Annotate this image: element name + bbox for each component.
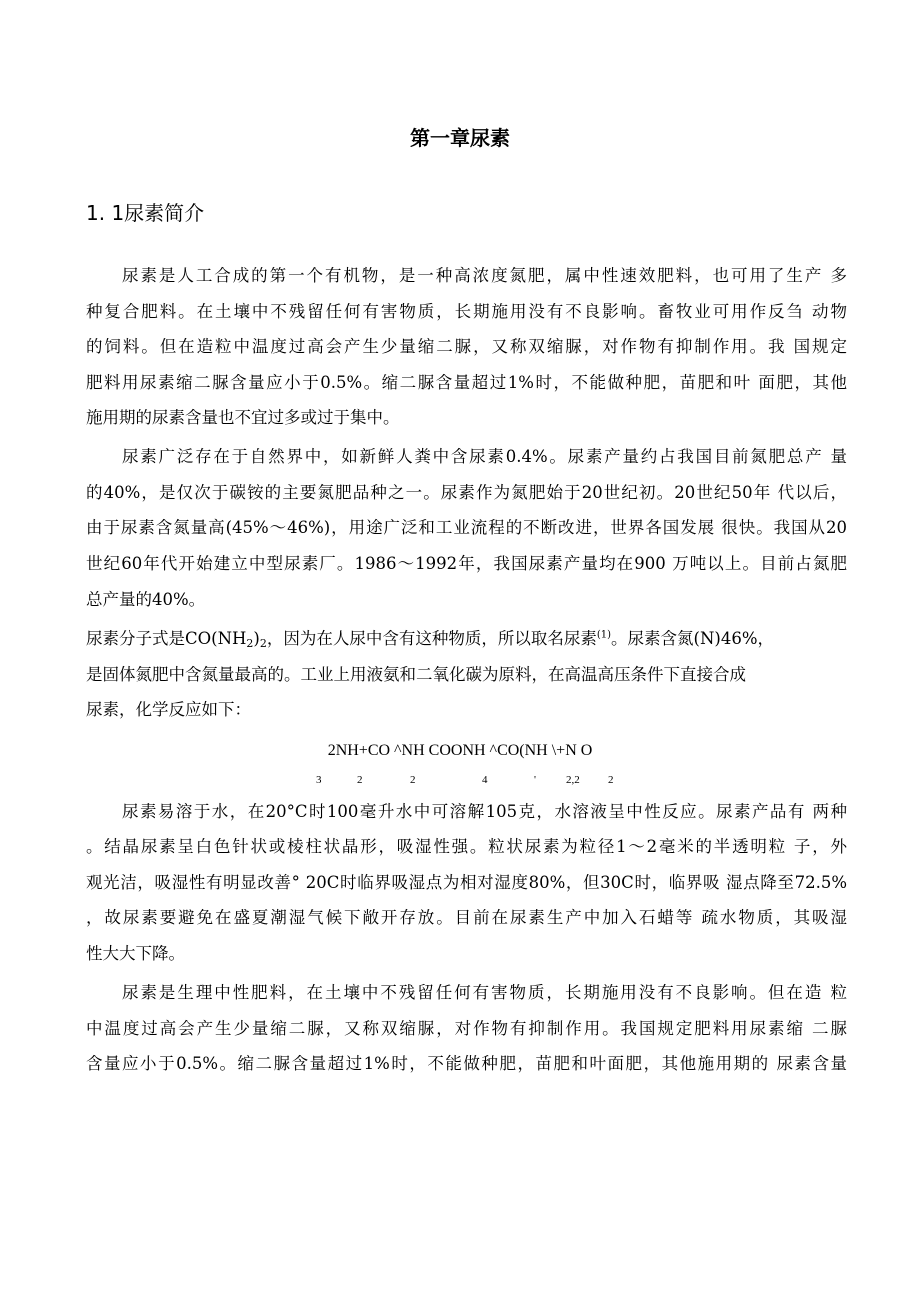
formula-subscript: 2 xyxy=(357,774,363,786)
p3-text-d: 。尿素含氮(N)46%， xyxy=(611,629,775,648)
paragraph-2-line-4: 世纪60年代开始建立中型尿素厂。1986～1992年，我国尿素产量均在900 万吨以上。目前占氮肥 xyxy=(86,554,847,573)
paragraph-1-line-4: 肥料用尿素缩二脲含量应小于0.5%。缩二脲含量超过1%时，不能做种肥，苗肥和叶 面肥，其他 xyxy=(86,373,847,392)
paragraph-2-line-3: 由于尿素含氮量高(45%～46%)，用途广泛和工业流程的不断改进，世界各国发展 很快。我国从20 xyxy=(86,518,847,537)
paragraph-5-line-2: 中温度过高会产生少量缩二脲，又称双缩脲，对作物有抑制作用。我国规定肥料用尿素缩 二脲 xyxy=(86,1019,847,1038)
paragraph-1-line-1: 尿素是人工合成的第一个有机物，是一种高浓度氮肥，属中性速效肥料，也可用了生产 多 xyxy=(122,266,847,285)
paragraph-4-line-1: 尿素易溶于水，在20°C时100毫升水中可溶解105克，水溶液呈中性反应。尿素产品有 两种 xyxy=(122,802,847,821)
paragraph-4-line-4: ，故尿素要避免在盛夏潮湿气候下敞开存放。目前在尿素生产中加入石蜡等 疏水物质，其吸湿 xyxy=(86,908,847,927)
formula-subscript: ' xyxy=(534,774,536,786)
paragraph-2-line-2: 的40%，是仅次于碳铵的主要氮肥品种之一。尿素作为氮肥始于20世纪初。20世纪50年 代以后， xyxy=(86,483,847,502)
paragraph-2-line-1: 尿素广泛存在于自然界中，如新鲜人粪中含尿素0.4%。尿素产量约占我国目前氮肥总产 量 xyxy=(122,447,847,466)
paragraph-4-line-3: 观光洁，吸湿性有明显改善° 20C时临界吸湿点为相对湿度80%，但30C时，临界吸 湿点降至72.5% xyxy=(86,873,847,892)
p3-footnote-ref: (1) xyxy=(596,629,612,641)
chapter-title: 第一章尿素 xyxy=(410,126,510,150)
p3-subscript-1: 2 xyxy=(246,637,254,650)
p3-subscript-2: 2 xyxy=(259,637,267,650)
paragraph-2-line-5: 总产量的40%。 xyxy=(86,590,206,609)
p3-text-a: 尿素分子式是CO(NH xyxy=(86,629,247,648)
paragraph-1-line-2: 种复合肥料。在土壤中不残留任何有害物质，长期施用没有不良影响。畜牧业可用作反刍 动物 xyxy=(86,302,847,321)
paragraph-3-line-2: 是固体氮肥中含氮量最高的。工业上用液氨和二氧化碳为原料，在高温高压条件下直接合成 xyxy=(86,665,746,684)
p3-text-c: ，因为在人尿中含有这种物质，所以取名尿素 xyxy=(266,629,597,648)
chemical-formula: 2NH+CO ^NH COONH ^CO(NH \+N O xyxy=(327,742,593,759)
formula-subscript: 2 xyxy=(410,774,416,786)
formula-subscript: 2 xyxy=(608,774,614,786)
p3-text-b: ) xyxy=(253,629,260,648)
paragraph-1-line-3: 的饲料。但在造粒中温度过高会产生少量缩二脲，又称双缩脲，对作物有抑制作用。我 国规定 xyxy=(86,337,847,356)
paragraph-1-line-5: 施用期的尿素含量也不宜过多或过于集中。 xyxy=(86,408,400,427)
formula-subscript: 2,2 xyxy=(566,774,580,786)
paragraph-5-line-1: 尿素是生理中性肥料，在土壤中不残留任何有害物质，长期施用没有不良影响。但在造 粒 xyxy=(122,983,847,1002)
paragraph-3-line-3: 尿素，化学反应如下： xyxy=(86,700,251,719)
paragraph-3-line-1 xyxy=(86,628,774,650)
paragraph-4-line-5: 性大大下降。 xyxy=(86,944,185,963)
paragraph-4-line-2: 。结晶尿素呈白色针状或棱柱状晶形，吸湿性强。粒状尿素为粒径1～2毫米的半透明粒 子，外 xyxy=(86,837,847,856)
formula-subscript: 4 xyxy=(482,774,488,786)
formula-subscript: 3 xyxy=(316,774,322,786)
paragraph-5-line-3: 含量应小于0.5%。缩二脲含量超过1%时，不能做种肥，苗肥和叶面肥，其他施用期的 尿素含量 xyxy=(86,1054,847,1073)
section-heading: 1. 1尿素简介 xyxy=(86,201,205,225)
